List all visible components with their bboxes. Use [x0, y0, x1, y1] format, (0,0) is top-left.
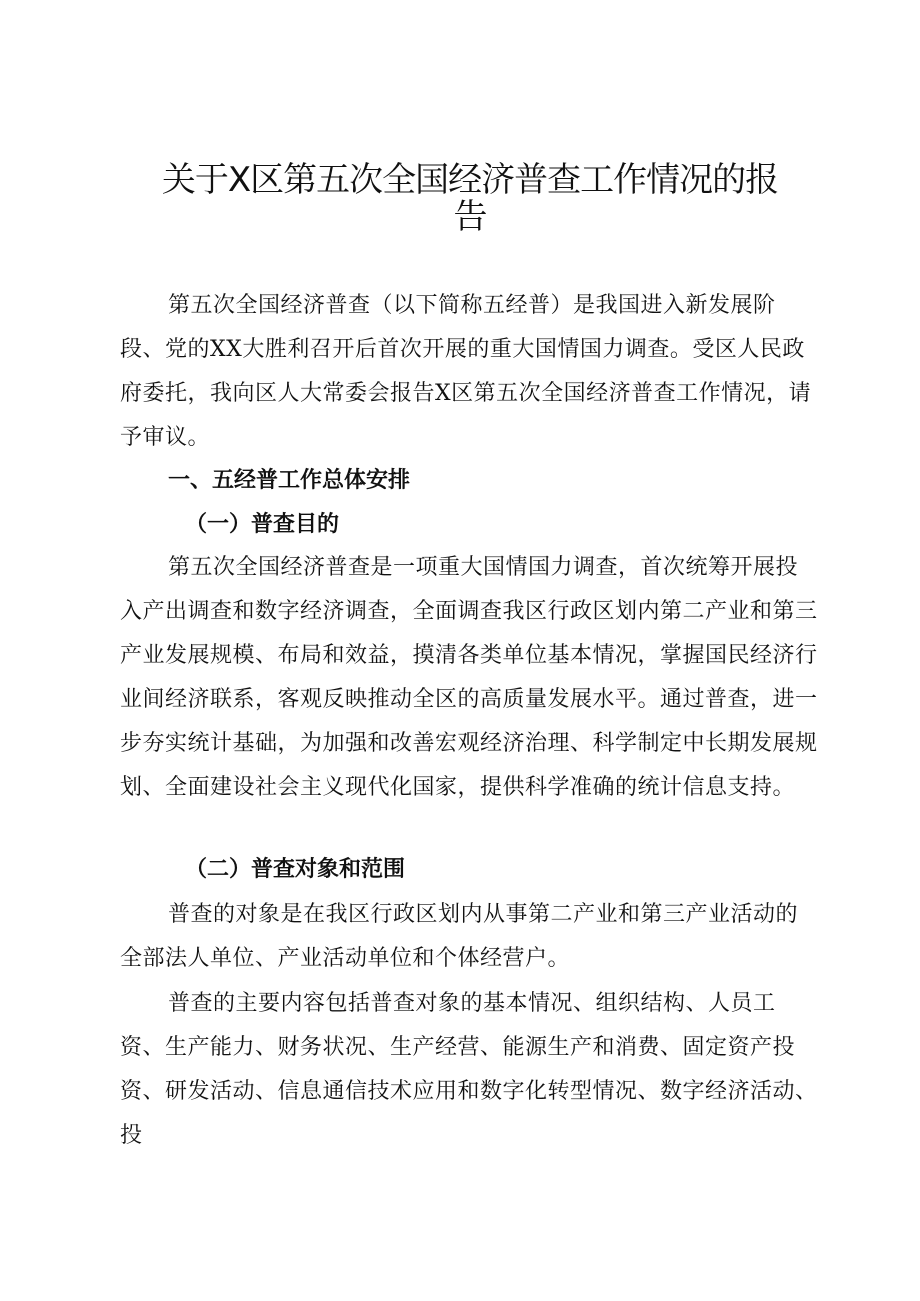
subsection1-heading: （一）普查目的 [185, 512, 340, 537]
subsection2-paragraph1: 普查的对象是在我区行政区划内从事第二产业和第三产业活动的全部法人单位、产业活动单位和个体经营户。 [120, 902, 799, 971]
document-title-line1: 关于X区第五次全国经济普查工作情况的报 [161, 160, 779, 200]
document-title-line2: 告 [453, 197, 487, 237]
subsection1-paragraph: 第五次全国经济普查是一项重大国情国力调查，首次统筹开展投入产出调查和数字经济调查，全面调查我区行政区划内第二产业和第三产业发展规模、布局和效益，摸清各类单位基本情况，掌握国民经济行业间经济联系，客观反映推动全区的高质量发展水平。通过普查，进一步夯实统计基础，为加强和改善宏观经济治理、科学制定中长期发展规划、全面建设社会主义现代化国家，提供科学准确的统计信息支持。 [120, 555, 818, 800]
subsection2-heading: （二）普查对象和范围 [185, 857, 406, 882]
section1-heading: 一、五经普工作总体安排 [168, 468, 411, 493]
subsection2-paragraph2: 普查的主要内容包括普查对象的基本情况、组织结构、人员工资、生产能力、财务状况、生产经营、能源生产和消费、固定资产投资、研发活动、信息通信技术应用和数字化转型情况、数字经济活动、投 [120, 991, 818, 1148]
intro-paragraph: 第五次全国经济普查（以下简称五经普）是我国进入新发展阶段、党的XX大胜利召开后首次开展的重大国情国力调查。受区人民政府委托，我向区人大常委会报告X区第五次全国经济普查工作情况，请予审议。 [120, 293, 812, 450]
